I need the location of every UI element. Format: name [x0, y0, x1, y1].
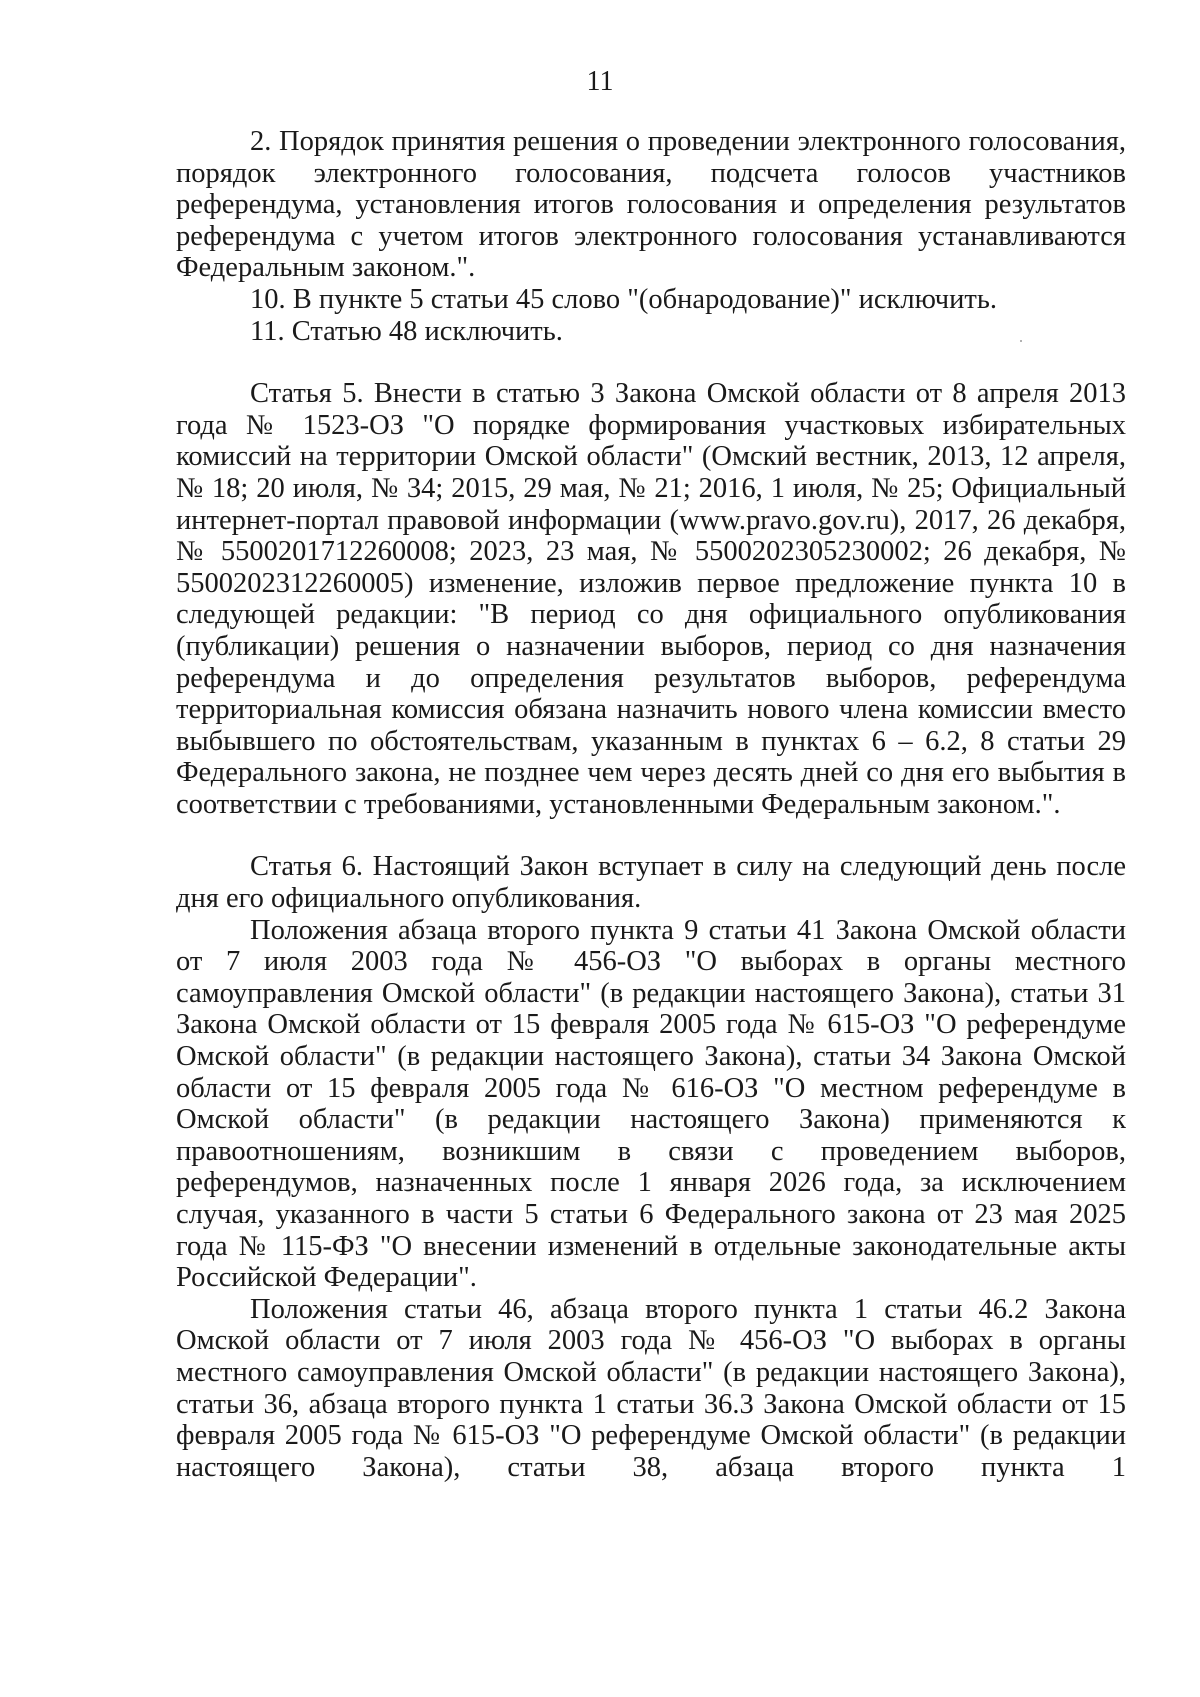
paragraph-article-5: Статья 5. Внести в статью 3 Закона Омской области от 8 апреля 2013 года № 1523-ОЗ "О порядке формирования участковых избирательных комиссий на территории Омской области" (Омский вестник, 2013, 12 апреля, № 18; 20 июля, № 34; 2015, 29 мая, № 21; 2016, 1 июля, № 25; Официальный интернет-портал правовой информации (www.pravo.gov.ru), 2017, 26 декабря, № 5500201712260008; 2023, 23 мая, № 5500202305230002; 26 декабря, № 5500202312260005) изменение, изложив первое предложение пункта 10 в следующей редакции: "В период со дня официального опубликования (публикации) решения о назначении выборов, период со дня назначения референдума и до определения результатов выборов, референдума территориальная комиссия обязана назначить нового члена комиссии вместо выбывшего по обстоятельствам, указанным в пунктах 6 – 6.2, 8 статьи 29 Федерального закона, не позднее чем через десять дней со дня его выбытия в соответствии с требованиями, установленными Федеральным законом.". — [176, 378, 1126, 820]
paragraph-provisions-2: Положения статьи 46, абзаца второго пункта 1 статьи 46.2 Закона Омской области от 7 июля 2003 года № 456-ОЗ "О выборах в органы местного самоуправления Омской области" (в редакции настоящего Закона), статьи 36, абзаца второго пункта 1 статьи 36.3 Закона Омской области от 15 февраля 2005 года № 615-ОЗ "О референдуме Омской области" (в редакции настоящего Закона), статьи 38, абзаца второго пункта 1 — [176, 1293, 1126, 1483]
scan-speck — [1020, 340, 1022, 342]
paragraph-provisions-1: Положения абзаца второго пункта 9 статьи 41 Закона Омской области от 7 июля 2003 года № 456-ОЗ "О выборах в органы местного самоуправления Омской области" (в редакции настоящего Закона), статьи 31 Закона Омской области от 15 февраля 2005 года № 615-ОЗ "О референдуме Омской области" (в редакции настоящего Закона), статьи 34 Закона Омской области от 15 февраля 2005 года № 616-ОЗ "О местном референдуме в Омской области" (в редакции настоящего Закона) применяются к правоотношениям, возникшим в связи с проведением выборов, референдумов, назначенных после 1 января 2026 года, за исключением случая, указанного в части 5 статьи 6 Федерального закона от 23 мая 2025 года № 115-ФЗ "О внесении изменений в отдельные законодательные акты Российской Федерации". — [176, 914, 1126, 1294]
paragraph-item-10: 10. В пункте 5 статьи 45 слово "(обнародование)" исключить. — [250, 283, 997, 315]
paragraph-item-2-electronic-voting: 2. Порядок принятия решения о проведении электронного голосования, порядок электронного голосования, подсчета голосов участников референдума, установления итогов голосования и определения результатов референдума с учетом итогов электронного голосования устанавливаются Федеральным законом.". — [176, 126, 1126, 284]
paragraph-item-11: 11. Статью 48 исключить. — [250, 315, 563, 347]
paragraph-gap — [176, 820, 1126, 851]
page-number: 11 — [586, 66, 614, 97]
paragraph-gap — [176, 347, 1126, 378]
document-body — [176, 126, 1126, 1483]
paragraph-article-6: Статья 6. Настоящий Закон вступает в силу на следующий день после дня его официального опубликования. — [176, 851, 1126, 915]
